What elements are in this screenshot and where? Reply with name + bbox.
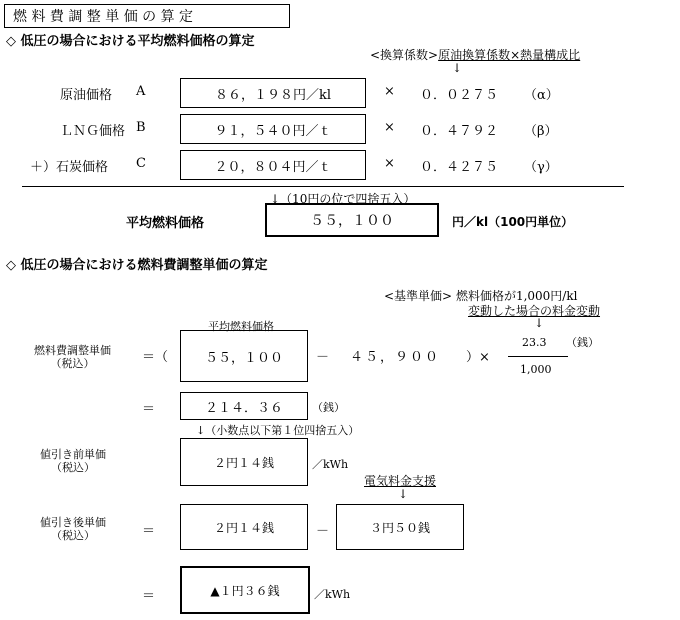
coal-times: ×: [384, 156, 395, 171]
conversion-arrow: ↓: [452, 61, 463, 75]
final-result-box: [180, 566, 310, 614]
final-equals: ＝: [142, 589, 156, 604]
lng-label: ＬＮＧ価格: [60, 124, 126, 139]
post-discount-minus: －: [316, 524, 330, 539]
lng-times: ×: [384, 120, 395, 135]
formula-equals: [142, 346, 168, 365]
support-box: [336, 504, 464, 550]
section1-heading: ◇ 低圧の場合における平均燃料価格の算定: [6, 34, 255, 49]
pre-discount-tax: （税込）: [51, 461, 95, 474]
adjustment-unit-label: [34, 344, 111, 370]
base-unit-arrow: ↓: [534, 316, 545, 330]
fraction-numerator: 23.3: [522, 336, 547, 349]
pre-discount-title: 値引き前単価: [40, 448, 106, 461]
crude-oil-times: ×: [384, 84, 395, 99]
post-discount-value: ２円１４銭: [213, 520, 274, 535]
pre-discount-label: [40, 448, 106, 474]
formula-avg-box: [180, 330, 308, 382]
lng-coef: ０．４７９２: [420, 124, 499, 139]
average-fuel-price-unit: 円／kl（100円単位）: [452, 215, 574, 229]
conversion-formula: 原油換算係数×熱量構成比: [438, 48, 581, 62]
final-result-unit: ／kWh: [314, 588, 351, 601]
open-paren: （: [155, 350, 169, 365]
round-note-2: ↓（小数点以下第１位四捨五入）: [196, 424, 360, 437]
base-unit-text: 燃料価格が1,000円/kl: [455, 289, 578, 303]
lng-price: ９１，５４０円／ｔ: [214, 123, 332, 139]
formula-base-value: ４５，９００: [350, 350, 441, 365]
average-fuel-price-box: [265, 203, 439, 237]
formula-minus: －: [316, 350, 330, 365]
post-discount-box: [180, 504, 308, 550]
crude-oil-price-box: [180, 78, 366, 108]
post-discount-label: [40, 516, 106, 542]
section2-heading: ◇ 低圧の場合における燃料費調整単価の算定: [6, 258, 268, 273]
base-unit-text2: 変動した場合の料金変動: [468, 304, 601, 318]
page-title-text: 燃 料 費 調 整 単 価 の 算 定: [13, 9, 194, 25]
fraction-unit: （銭）: [566, 336, 599, 349]
fraction-denominator: 1,000: [520, 363, 552, 376]
fraction-bar: [508, 356, 568, 357]
coal-coef: ０．４２７５: [420, 160, 499, 175]
post-discount-equals: ＝: [142, 524, 156, 539]
crude-oil-coef: ０．０２７５: [420, 88, 499, 103]
coal-price: ２０，８０４円／ｔ: [214, 159, 332, 175]
final-result-value: ▲１円３６銭: [210, 583, 280, 598]
crude-oil-label: 原油価格: [60, 88, 113, 103]
base-unit-prefix: <基準単価>: [384, 289, 453, 303]
coal-price-box: [180, 150, 366, 180]
conversion-note: [370, 46, 580, 63]
formula-close-paren: ）×: [466, 350, 490, 365]
average-fuel-price-label: 平均燃料価格: [126, 216, 205, 231]
result-unit: （銭）: [312, 401, 345, 414]
pre-discount-unit: ／kWh: [312, 458, 349, 471]
coal-letter: C: [136, 156, 146, 171]
equals-sign: ＝: [142, 350, 156, 365]
result-value: ２１４．３６: [204, 400, 283, 416]
average-fuel-price: ５５，１００: [310, 213, 394, 229]
support-label: 電気料金支援: [364, 474, 437, 488]
post-discount-tax: （税込）: [51, 529, 95, 542]
result-box: [180, 392, 308, 420]
adjustment-unit-title: 燃料費調整単価: [34, 344, 111, 357]
pre-discount-box: [180, 438, 308, 486]
post-discount-title: 値引き後単価: [40, 516, 106, 529]
page-title: [4, 4, 290, 28]
coal-greek: （γ）: [524, 160, 558, 175]
conversion-prefix: <換算係数>: [370, 48, 439, 62]
sum-divider: [22, 186, 624, 187]
coal-label: ＋）石炭価格: [30, 160, 109, 175]
lng-letter: B: [136, 120, 146, 135]
support-value: ３円５０銭: [369, 520, 430, 535]
support-arrow: ↓: [398, 487, 409, 501]
lng-price-box: [180, 114, 366, 144]
formula-avg-value: ５５，１００: [204, 350, 283, 366]
crude-oil-greek: （α）: [524, 88, 559, 103]
round-note: ↓（10円の位で四捨五入）: [270, 192, 416, 206]
crude-oil-price: ８６，１９８円／kl: [214, 87, 332, 103]
pre-discount-value: ２円１４銭: [213, 455, 274, 470]
avg-price-caption: 平均燃料価格: [208, 320, 274, 333]
lng-greek: （β）: [524, 124, 558, 139]
result-equals: ＝: [142, 402, 156, 417]
adjustment-unit-tax: （税込）: [50, 357, 95, 370]
crude-oil-letter: A: [136, 84, 146, 99]
